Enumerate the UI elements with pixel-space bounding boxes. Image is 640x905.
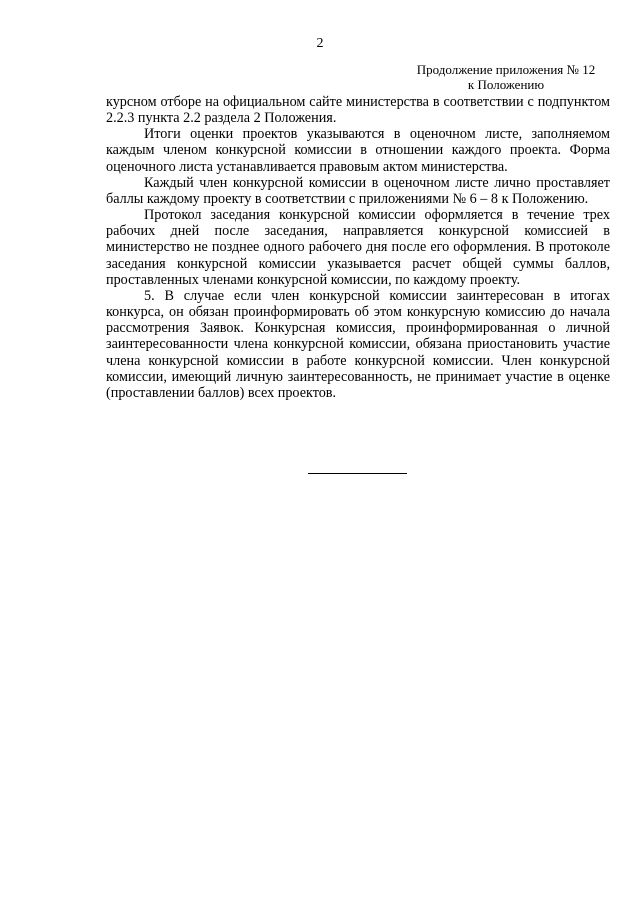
end-separator-line xyxy=(308,473,407,474)
page-number: 2 xyxy=(316,36,324,51)
appendix-header-line-2: к Положению xyxy=(467,77,545,92)
paragraph-evaluation-results: Итоги оценки проектов указываются в оценочном листе, заполняемом каждым членом конкурсной комиссии в отношении каждого проекта. Форма оценочного листа устанавливается правовым актом министерства. xyxy=(106,126,610,175)
paragraph-scoring: Каждый член конкурсной комиссии в оценочном листе лично проставляет баллы каждому проекту в соответствии с приложениями № 6 – 8 к Положению. xyxy=(106,174,610,207)
appendix-header xyxy=(380,62,632,92)
document-body xyxy=(106,94,610,401)
paragraph-continuation: курсном отборе на официальном сайте министерства в соответствии с подпунктом 2.2.3 пункта 2.2 раздела 2 Положения. xyxy=(106,94,610,127)
paragraph-protocol: Протокол заседания конкурсной комиссии оформляется в течение трех рабочих дней после заседания, направляется конкурсной комиссией в министерство не позднее одного рабочего дня после его оформления. В протоколе заседания конкурсной комиссии указывается расчет общей суммы баллов, проставленных членами конкурсной комиссии, по каждому проекту. xyxy=(106,207,610,288)
paragraph-conflict-of-interest: 5. В случае если член конкурсной комиссии заинтересован в итогах конкурса, он обязан проинформировать об этом конкурсную комиссию до начала рассмотрения Заявок. Конкурсная комиссия, проинформированная о личной заинтересованности члена конкурсной комиссии, обязана приостановить участие члена конкурсной комиссии в работе конкурсной комиссии. Член конкурсной комиссии, имеющий личную заинтересованность, не принимает участие в оценке (проставлении баллов) всех проектов. xyxy=(106,287,610,401)
appendix-header-line-1: Продолжение приложения № 12 xyxy=(416,62,596,77)
